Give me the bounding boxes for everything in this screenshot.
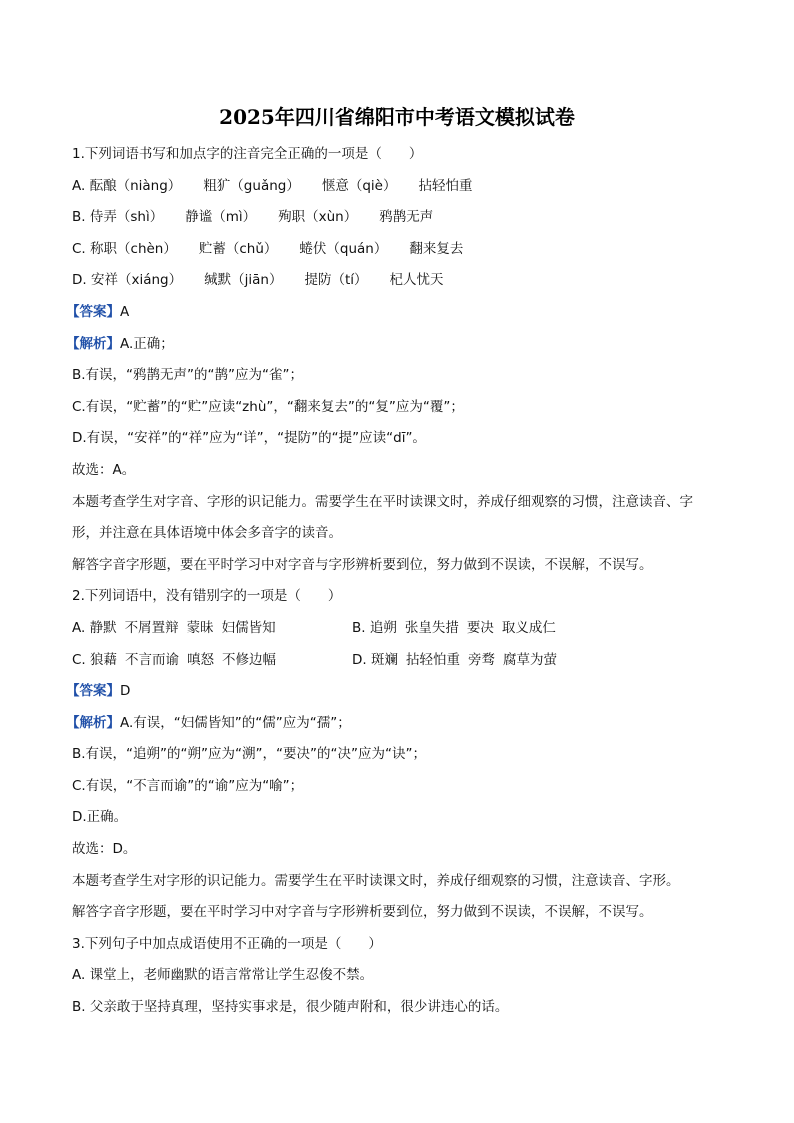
q2-stem: 2.下列词语中，没有错别字的一项是（ ） xyxy=(72,588,342,605)
q2-d-item-3: 旁骛 xyxy=(467,651,495,668)
q1-c-item-3: 蜷伏（quán） xyxy=(299,240,388,257)
q1-a-item-2: 粗犷（guǎng） xyxy=(203,177,300,194)
q2-note-1: 本题考查学生对字形的识记能力。需要学生在平时读课文时，养成仔细观察的习惯，注意读音、字形。 xyxy=(72,872,680,889)
q2-option-a[interactable] xyxy=(72,613,352,645)
q2-option-c[interactable] xyxy=(72,645,352,677)
q1-a-item-3: 惬意（qiè） xyxy=(321,177,397,194)
option-letter: B. xyxy=(352,619,370,636)
q2-c-item-1: 狼藉 xyxy=(90,651,118,668)
q3-stem: 3.下列句子中加点成语使用不正确的一项是（ ） xyxy=(72,935,382,952)
q3-option-a[interactable]: A. 课堂上，老师幽默的语言常常让学生忍俊不禁。 xyxy=(72,967,374,984)
q1-d-item-2: 缄默（jiān） xyxy=(204,272,283,289)
q2-d-item-2: 拈轻怕重 xyxy=(405,651,460,668)
option-letter: D. xyxy=(352,651,371,668)
answer-tag: 【答案】 xyxy=(66,303,120,320)
q1-a-item-4: 拈轻怕重 xyxy=(418,177,473,194)
q2-option-b[interactable] xyxy=(352,613,632,645)
analysis-tag: 【解析】 xyxy=(66,714,120,731)
q1-c-item-1: 称职（chèn） xyxy=(90,240,177,257)
option-letter: A. xyxy=(72,177,90,194)
q2-b-item-2: 张皇失措 xyxy=(404,619,459,636)
q1-analysis-4: D.有误，“安祥”的“祥”应为“详”，“提防”的“提”应读“dī”。 xyxy=(72,430,426,447)
q2-c-item-3: 嗔怒 xyxy=(187,651,215,668)
q2-a-item-1: 静默 xyxy=(89,619,117,636)
q1-option-d[interactable] xyxy=(72,265,722,297)
page-title: 2025年四川省绵阳市中考语文模拟试卷 xyxy=(219,105,575,129)
q2-c-item-4: 不修边幅 xyxy=(222,651,277,668)
q2-options-row-2 xyxy=(72,645,722,677)
q2-b-item-1: 追朔 xyxy=(369,619,397,636)
q2-option-d[interactable] xyxy=(352,645,632,677)
option-letter: A. xyxy=(72,619,90,636)
q2-c-item-2: 不言而谕 xyxy=(125,651,180,668)
q1-d-item-1: 安祥（xiáng） xyxy=(90,272,183,289)
q1-choice: 故选：A。 xyxy=(72,461,136,478)
option-letter: C. xyxy=(72,651,91,668)
q2-analysis-4: D.正确。 xyxy=(72,809,128,826)
q1-option-a[interactable] xyxy=(72,171,722,203)
q2-note-2: 解答字音字形题，要在平时学习中对字音与字形辨析要到位，努力做到不误读，不误解，不误写。 xyxy=(72,904,653,921)
answer-tag: 【答案】 xyxy=(66,683,120,700)
option-letter: B. xyxy=(72,209,90,226)
q1-option-c[interactable] xyxy=(72,234,722,266)
q1-answer xyxy=(66,297,722,329)
q2-analysis-1 xyxy=(66,708,722,740)
q1-note-2: 解答字音字形题，要在平时学习中对字音与字形辨析要到位，努力做到不误读，不误解，不误写。 xyxy=(72,556,653,573)
q2-b-item-3: 要决 xyxy=(466,619,494,636)
answer-value: A xyxy=(120,303,130,320)
analysis-tag: 【解析】 xyxy=(66,335,120,352)
q1-c-item-4: 翻来复去 xyxy=(409,240,464,257)
q1-analysis-3: C.有误，“贮蓄”的“贮”应读“zhù”，“翻来复去”的“复”应为“覆”； xyxy=(72,398,464,415)
q2-d-item-1: 斑斓 xyxy=(370,651,398,668)
q2-b-item-4: 取义成仁 xyxy=(501,619,556,636)
q2-a-item-2: 不屑置辩 xyxy=(124,619,179,636)
q2-a-item-3: 蒙昧 xyxy=(186,619,214,636)
analysis-text: A.有误，“妇儒皆知”的“儒”应为“孺”； xyxy=(120,714,351,731)
q1-c-item-2: 贮蓄（chǔ） xyxy=(198,240,278,257)
q1-d-item-4: 杞人忧天 xyxy=(389,272,444,289)
q2-d-item-4: 腐草为萤 xyxy=(502,651,557,668)
q1-a-item-1: 酝酿（niàng） xyxy=(89,177,182,194)
q3-option-b[interactable]: B. 父亲敢于坚持真理，坚持实事求是，很少随声附和，很少讲违心的话。 xyxy=(72,999,509,1016)
analysis-text: A.正确； xyxy=(120,335,174,352)
q1-analysis-1 xyxy=(66,329,722,361)
q2-analysis-3: C.有误，“不言而谕”的“谕”应为“喻”； xyxy=(72,777,304,794)
q1-d-item-3: 提防（tí） xyxy=(304,272,368,289)
option-letter: D. xyxy=(72,272,91,289)
q1-b-item-1: 侍弄（shì） xyxy=(89,209,164,226)
q1-analysis-2: B.有误，“鸦鹊无声”的“鹊”应为“雀”； xyxy=(72,367,304,384)
q1-option-b[interactable] xyxy=(72,202,722,234)
q1-note-1b: 形，并注意在具体语境中体会多音字的读音。 xyxy=(72,525,342,542)
q1-b-item-4: 鸦鹊无声 xyxy=(379,209,434,226)
option-letter: C. xyxy=(72,240,91,257)
q1-b-item-2: 静谧（mì） xyxy=(185,209,257,226)
q2-choice: 故选：D。 xyxy=(72,841,137,858)
exam-content xyxy=(66,139,722,1024)
q1-note-1a: 本题考查学生对字音、字形的识记能力。需要学生在平时读课文时，养成仔细观察的习惯，注意读音、字 xyxy=(72,493,693,510)
answer-value: D xyxy=(120,683,131,700)
q2-options-row-1 xyxy=(72,613,722,645)
q1-stem: 1.下列词语书写和加点字的注音完全正确的一项是（ ） xyxy=(72,146,423,162)
q2-answer xyxy=(66,676,722,708)
q1-b-item-3: 殉职（xùn） xyxy=(278,209,358,226)
q2-a-item-4: 妇儒皆知 xyxy=(221,619,276,636)
q2-analysis-2: B.有误，“追朔”的“朔”应为“溯”，“要决”的“决”应为“诀”； xyxy=(72,746,426,763)
